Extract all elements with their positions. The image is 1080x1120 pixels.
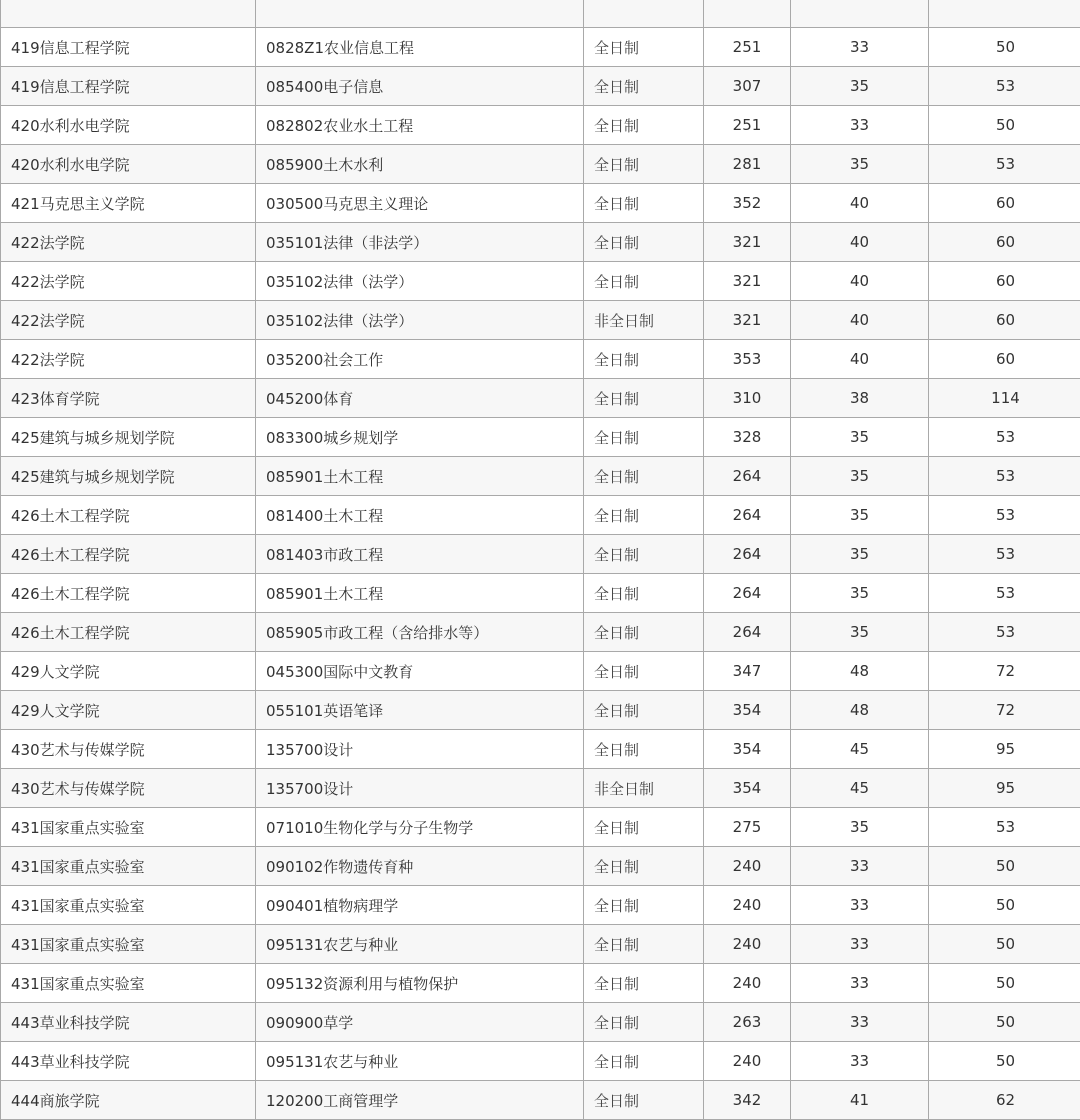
study-mode-cell: 全日制 — [584, 457, 704, 496]
major-cell: 045200体育 — [256, 379, 584, 418]
major-cell: 085901土木工程 — [256, 457, 584, 496]
table-row — [1, 106, 1080, 145]
study-mode-cell: 全日制 — [584, 652, 704, 691]
table-row — [1, 340, 1080, 379]
single-subject-a-cell: 40 — [791, 184, 929, 223]
total-score-cell: 275 — [704, 808, 791, 847]
total-score-cell: 264 — [704, 496, 791, 535]
college-cell: 429人文学院 — [1, 691, 256, 730]
major-cell: 090102作物遗传育种 — [256, 847, 584, 886]
major-cell: 055101英语笔译 — [256, 691, 584, 730]
single-subject-b-cell: 50 — [929, 106, 1080, 145]
table-row — [1, 418, 1080, 457]
single-subject-a-cell: 40 — [791, 340, 929, 379]
single-subject-b-cell: 114 — [929, 379, 1080, 418]
study-mode-cell: 全日制 — [584, 1081, 704, 1120]
college-cell: 420水利水电学院 — [1, 106, 256, 145]
major-cell: 085905市政工程（含给排水等） — [256, 613, 584, 652]
total-score-cell: 264 — [704, 457, 791, 496]
study-mode-cell: 非全日制 — [584, 301, 704, 340]
single-subject-a-cell: 35 — [791, 67, 929, 106]
college-cell: 426土木工程学院 — [1, 613, 256, 652]
single-subject-b-cell: 53 — [929, 808, 1080, 847]
study-mode-cell: 全日制 — [584, 535, 704, 574]
study-mode-cell: 全日制 — [584, 184, 704, 223]
college-cell: 420水利水电学院 — [1, 145, 256, 184]
single-subject-b-cell: 62 — [929, 1081, 1080, 1120]
college-cell: 422法学院 — [1, 262, 256, 301]
table-row — [1, 1003, 1080, 1042]
major-cell — [256, 0, 584, 28]
table-row — [1, 886, 1080, 925]
single-subject-b-cell: 53 — [929, 457, 1080, 496]
college-cell: 426土木工程学院 — [1, 574, 256, 613]
table-row — [1, 847, 1080, 886]
college-cell: 431国家重点实验室 — [1, 847, 256, 886]
single-subject-a-cell: 48 — [791, 691, 929, 730]
total-score-cell — [704, 0, 791, 28]
college-cell: 426土木工程学院 — [1, 535, 256, 574]
single-subject-b-cell: 50 — [929, 1042, 1080, 1081]
table-row — [1, 925, 1080, 964]
single-subject-a-cell: 35 — [791, 535, 929, 574]
single-subject-b-cell: 50 — [929, 1003, 1080, 1042]
study-mode-cell: 全日制 — [584, 262, 704, 301]
table-row — [1, 223, 1080, 262]
study-mode-cell: 全日制 — [584, 613, 704, 652]
college-cell: 443草业科技学院 — [1, 1042, 256, 1081]
single-subject-b-cell: 60 — [929, 223, 1080, 262]
major-cell: 135700设计 — [256, 769, 584, 808]
major-cell: 030500马克思主义理论 — [256, 184, 584, 223]
major-cell: 0828Z1农业信息工程 — [256, 28, 584, 67]
single-subject-b-cell: 53 — [929, 496, 1080, 535]
total-score-cell: 328 — [704, 418, 791, 457]
table-row — [1, 67, 1080, 106]
single-subject-b-cell: 50 — [929, 847, 1080, 886]
single-subject-a-cell: 33 — [791, 1003, 929, 1042]
total-score-cell: 251 — [704, 28, 791, 67]
study-mode-cell: 全日制 — [584, 1042, 704, 1081]
table-row — [1, 496, 1080, 535]
major-cell: 120200工商管理学 — [256, 1081, 584, 1120]
single-subject-b-cell: 60 — [929, 301, 1080, 340]
single-subject-b-cell: 50 — [929, 886, 1080, 925]
college-cell: 430艺术与传媒学院 — [1, 769, 256, 808]
single-subject-a-cell: 35 — [791, 613, 929, 652]
study-mode-cell: 全日制 — [584, 418, 704, 457]
total-score-cell: 264 — [704, 535, 791, 574]
major-cell: 085901土木工程 — [256, 574, 584, 613]
major-cell: 095132资源利用与植物保护 — [256, 964, 584, 1003]
major-cell: 090900草学 — [256, 1003, 584, 1042]
total-score-cell: 342 — [704, 1081, 791, 1120]
major-cell: 085400电子信息 — [256, 67, 584, 106]
college-cell: 431国家重点实验室 — [1, 808, 256, 847]
major-cell: 035200社会工作 — [256, 340, 584, 379]
total-score-cell: 321 — [704, 223, 791, 262]
total-score-cell: 240 — [704, 1042, 791, 1081]
college-cell: 423体育学院 — [1, 379, 256, 418]
single-subject-a-cell: 35 — [791, 496, 929, 535]
study-mode-cell: 全日制 — [584, 574, 704, 613]
single-subject-a-cell: 40 — [791, 223, 929, 262]
single-subject-a-cell: 33 — [791, 28, 929, 67]
total-score-cell: 321 — [704, 262, 791, 301]
study-mode-cell: 全日制 — [584, 691, 704, 730]
single-subject-a-cell: 45 — [791, 769, 929, 808]
single-subject-a-cell: 35 — [791, 145, 929, 184]
college-cell: 422法学院 — [1, 223, 256, 262]
college-cell: 429人文学院 — [1, 652, 256, 691]
single-subject-b-cell — [929, 0, 1080, 28]
table-row — [1, 652, 1080, 691]
table-row — [1, 184, 1080, 223]
college-cell: 431国家重点实验室 — [1, 886, 256, 925]
single-subject-b-cell: 60 — [929, 340, 1080, 379]
total-score-cell: 354 — [704, 769, 791, 808]
college-cell: 422法学院 — [1, 340, 256, 379]
single-subject-a-cell: 45 — [791, 730, 929, 769]
college-cell: 425建筑与城乡规划学院 — [1, 418, 256, 457]
single-subject-a-cell: 38 — [791, 379, 929, 418]
study-mode-cell: 全日制 — [584, 67, 704, 106]
college-cell: 430艺术与传媒学院 — [1, 730, 256, 769]
total-score-cell: 240 — [704, 847, 791, 886]
single-subject-a-cell: 35 — [791, 418, 929, 457]
study-mode-cell: 全日制 — [584, 964, 704, 1003]
study-mode-cell: 全日制 — [584, 496, 704, 535]
total-score-cell: 251 — [704, 106, 791, 145]
study-mode-cell: 全日制 — [584, 1003, 704, 1042]
major-cell: 095131农艺与种业 — [256, 925, 584, 964]
single-subject-a-cell: 33 — [791, 106, 929, 145]
single-subject-b-cell: 50 — [929, 925, 1080, 964]
total-score-cell: 354 — [704, 691, 791, 730]
table-row — [1, 730, 1080, 769]
college-cell: 419信息工程学院 — [1, 28, 256, 67]
single-subject-a-cell: 41 — [791, 1081, 929, 1120]
total-score-cell: 264 — [704, 574, 791, 613]
table-row — [1, 301, 1080, 340]
study-mode-cell: 全日制 — [584, 379, 704, 418]
single-subject-a-cell: 33 — [791, 1042, 929, 1081]
college-cell: 431国家重点实验室 — [1, 964, 256, 1003]
major-cell: 135700设计 — [256, 730, 584, 769]
college-cell: 421马克思主义学院 — [1, 184, 256, 223]
college-cell: 419信息工程学院 — [1, 67, 256, 106]
study-mode-cell: 全日制 — [584, 925, 704, 964]
table-row — [1, 379, 1080, 418]
single-subject-a-cell — [791, 0, 929, 28]
major-cell: 090401植物病理学 — [256, 886, 584, 925]
total-score-cell: 310 — [704, 379, 791, 418]
total-score-cell: 347 — [704, 652, 791, 691]
table-row — [1, 1081, 1080, 1120]
single-subject-b-cell: 95 — [929, 769, 1080, 808]
single-subject-a-cell: 35 — [791, 457, 929, 496]
major-cell: 082802农业水土工程 — [256, 106, 584, 145]
table-row — [1, 574, 1080, 613]
total-score-cell: 352 — [704, 184, 791, 223]
college-cell: 443草业科技学院 — [1, 1003, 256, 1042]
single-subject-b-cell: 53 — [929, 574, 1080, 613]
table-row — [1, 769, 1080, 808]
total-score-cell: 240 — [704, 886, 791, 925]
college-cell: 431国家重点实验室 — [1, 925, 256, 964]
major-cell: 081403市政工程 — [256, 535, 584, 574]
table-row — [1, 0, 1080, 28]
total-score-cell: 354 — [704, 730, 791, 769]
single-subject-a-cell: 40 — [791, 262, 929, 301]
study-mode-cell: 全日制 — [584, 808, 704, 847]
total-score-cell: 264 — [704, 613, 791, 652]
study-mode-cell: 全日制 — [584, 145, 704, 184]
single-subject-b-cell: 72 — [929, 652, 1080, 691]
major-cell: 081400土木工程 — [256, 496, 584, 535]
study-mode-cell: 全日制 — [584, 223, 704, 262]
college-cell: 425建筑与城乡规划学院 — [1, 457, 256, 496]
single-subject-a-cell: 33 — [791, 964, 929, 1003]
table-row — [1, 535, 1080, 574]
single-subject-a-cell: 48 — [791, 652, 929, 691]
college-cell: 444商旅学院 — [1, 1081, 256, 1120]
major-cell: 045300国际中文教育 — [256, 652, 584, 691]
single-subject-a-cell: 33 — [791, 847, 929, 886]
single-subject-a-cell: 33 — [791, 886, 929, 925]
study-mode-cell: 全日制 — [584, 106, 704, 145]
single-subject-b-cell: 50 — [929, 28, 1080, 67]
single-subject-a-cell: 40 — [791, 301, 929, 340]
table-row — [1, 613, 1080, 652]
college-cell — [1, 0, 256, 28]
single-subject-b-cell: 72 — [929, 691, 1080, 730]
major-cell: 085900土木水利 — [256, 145, 584, 184]
table-row — [1, 808, 1080, 847]
study-mode-cell: 全日制 — [584, 847, 704, 886]
single-subject-b-cell: 60 — [929, 262, 1080, 301]
study-mode-cell: 非全日制 — [584, 769, 704, 808]
single-subject-a-cell: 33 — [791, 925, 929, 964]
study-mode-cell — [584, 0, 704, 28]
college-cell: 422法学院 — [1, 301, 256, 340]
table-row — [1, 145, 1080, 184]
total-score-cell: 353 — [704, 340, 791, 379]
single-subject-b-cell: 60 — [929, 184, 1080, 223]
table-row — [1, 1042, 1080, 1081]
total-score-cell: 263 — [704, 1003, 791, 1042]
table-row — [1, 691, 1080, 730]
total-score-cell: 281 — [704, 145, 791, 184]
major-cell: 035102法律（法学） — [256, 301, 584, 340]
table-row — [1, 457, 1080, 496]
single-subject-b-cell: 53 — [929, 418, 1080, 457]
study-mode-cell: 全日制 — [584, 340, 704, 379]
major-cell: 035101法律（非法学） — [256, 223, 584, 262]
table-row — [1, 262, 1080, 301]
single-subject-b-cell: 50 — [929, 964, 1080, 1003]
single-subject-b-cell: 53 — [929, 67, 1080, 106]
major-cell: 071010生物化学与分子生物学 — [256, 808, 584, 847]
study-mode-cell: 全日制 — [584, 28, 704, 67]
total-score-cell: 240 — [704, 964, 791, 1003]
table-row — [1, 28, 1080, 67]
single-subject-b-cell: 95 — [929, 730, 1080, 769]
study-mode-cell: 全日制 — [584, 886, 704, 925]
college-cell: 426土木工程学院 — [1, 496, 256, 535]
total-score-cell: 321 — [704, 301, 791, 340]
single-subject-a-cell: 35 — [791, 574, 929, 613]
single-subject-b-cell: 53 — [929, 613, 1080, 652]
single-subject-b-cell: 53 — [929, 145, 1080, 184]
major-cell: 095131农艺与种业 — [256, 1042, 584, 1081]
major-cell: 083300城乡规划学 — [256, 418, 584, 457]
total-score-cell: 240 — [704, 925, 791, 964]
total-score-cell: 307 — [704, 67, 791, 106]
study-mode-cell: 全日制 — [584, 730, 704, 769]
major-cell: 035102法律（法学） — [256, 262, 584, 301]
table-row — [1, 964, 1080, 1003]
single-subject-b-cell: 53 — [929, 535, 1080, 574]
single-subject-a-cell: 35 — [791, 808, 929, 847]
